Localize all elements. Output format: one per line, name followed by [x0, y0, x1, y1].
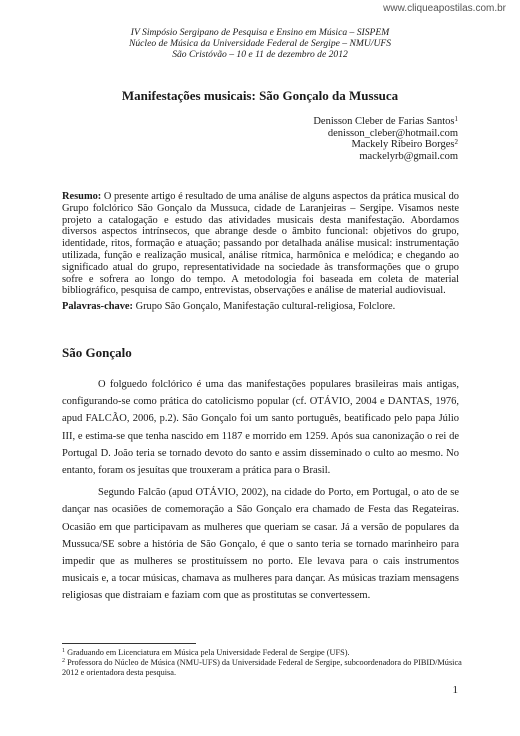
event-header-line3: São Cristóvão – 10 e 11 de dezembro de 2012	[172, 49, 348, 60]
footnote-text: Graduando em Licenciatura em Música pela Universidade Federal de Sergipe (UFS).	[65, 648, 350, 657]
abstract-label: Resumo:	[62, 191, 102, 202]
footnote-ref: 2	[454, 138, 458, 147]
keywords	[62, 301, 459, 313]
author-name-text: Mackely Ribeiro Borges	[351, 139, 455, 151]
section-body	[62, 376, 459, 610]
keywords-label: Palavras-chave:	[62, 301, 133, 313]
footnote-ref: 1	[454, 115, 458, 123]
abstract-body: O presente artigo é resultado de uma análise de alguns aspectos da prática musical do Grupo folclórico São Gonçalo da Mussuca, cidade de Laranjeiras – Sergipe. Visamos neste projeto a catalogação e estudo das atividades musicais desta manifestação. Abordamos diversos aspectos intrínsecos, que abrange desde o âmbito funcional: objetivos do grupo, identidade, ritos, formação e atuação; passando por detalhada análise musical: instrumentação utilizada, função e realização musical, análise rítmica, harmônica e melódica; e chegando ao significado atual do grupo, representatividade na sociedade às transformações que o grupo sofre e sofrera ao longo do tempo. A metodologia foi baseada em coleta de material bibliográfico, pesquisa de campo, entrevistas, observações e análise de material audiovisual.	[62, 191, 459, 297]
author-email: mackelyrb@gmail.com	[359, 150, 458, 162]
author-name	[313, 116, 458, 128]
footnote-number: 2	[62, 657, 65, 664]
page-number: 1	[452, 684, 458, 696]
author-name	[313, 139, 458, 151]
keywords-list: Grupo São Gonçalo, Manifestação cultural-religiosa, Folclore.	[132, 301, 396, 313]
event-header-line1: IV Simpósio Sergipano de Pesquisa e Ensino em Música – SISPEM	[130, 27, 390, 38]
author-name-text: Denisson Cleber de Farias Santos	[313, 116, 455, 127]
footnote-number: 1	[62, 648, 65, 654]
abstract-text	[62, 191, 459, 297]
author-email: denisson_cleber@hotmail.com	[327, 127, 458, 139]
footnote-text: Professora do Núcleo de Música (NMU-UFS) da Universidade Federal de Sergipe, subcoordenadora do PIBID/Música 2012 e orientadora desta pesquisa.	[62, 657, 462, 677]
footnote-item	[62, 648, 462, 658]
abstract	[62, 191, 459, 313]
footnote-divider	[62, 643, 196, 644]
watermark-url: www.cliqueapostilas.com.br	[383, 3, 506, 14]
body-paragraph: Segundo Falcão (apud OTÁVIO, 2002), na cidade do Porto, em Portugal, o ato de se dançar nas ocasiões de comemoração a São Gonçalo era chamado de Festa das Regateiras. Ocasião em que participavam as mulheres que queriam se casar. Já a versão de populares da Mussuca/SE sobre a história de São Gonçalo, é que o santo teria se tornado marinheiro para impedir que as mulheres se prostituíssem no porto. Ele levava para o cais instrumentos musicais e, a tocar músicas, chamava as mulheres para dançar. As músicas traziam mensagens religiosas que distraiam e faziam com que as prostitutas se convertessem.	[62, 487, 459, 602]
event-header-line2: Núcleo de Música da Universidade Federal de Sergipe – NMU/UFS	[128, 38, 392, 49]
author-block	[313, 116, 458, 162]
paper-title: Manifestações musicais: São Gonçalo da Mussuca	[121, 88, 399, 103]
event-header	[0, 27, 520, 60]
body-paragraph: O folguedo folclórico é uma das manifestações populares brasileiras mais antigas, configurando-se como prática do catolicismo popular (cf. OTÁVIO, 2004 e DANTAS, 1976, apud FALCÃO, 2006, p.2). São Gonçalo foi um santo português, beatificado pelo papa Júlio III, e estima-se que tenha nascido em 1187 e morrido em 1259. Após sua canonização o rei de Portugal D. João teria se tornado devoto do santo e assim disseminado o culto ao mesmo. No entanto, foram os jesuítas que trouxeram a prática para o Brasil.	[62, 379, 459, 477]
footnote-item	[62, 658, 462, 678]
footnotes	[62, 648, 462, 677]
section-heading: São Gonçalo	[62, 345, 132, 360]
